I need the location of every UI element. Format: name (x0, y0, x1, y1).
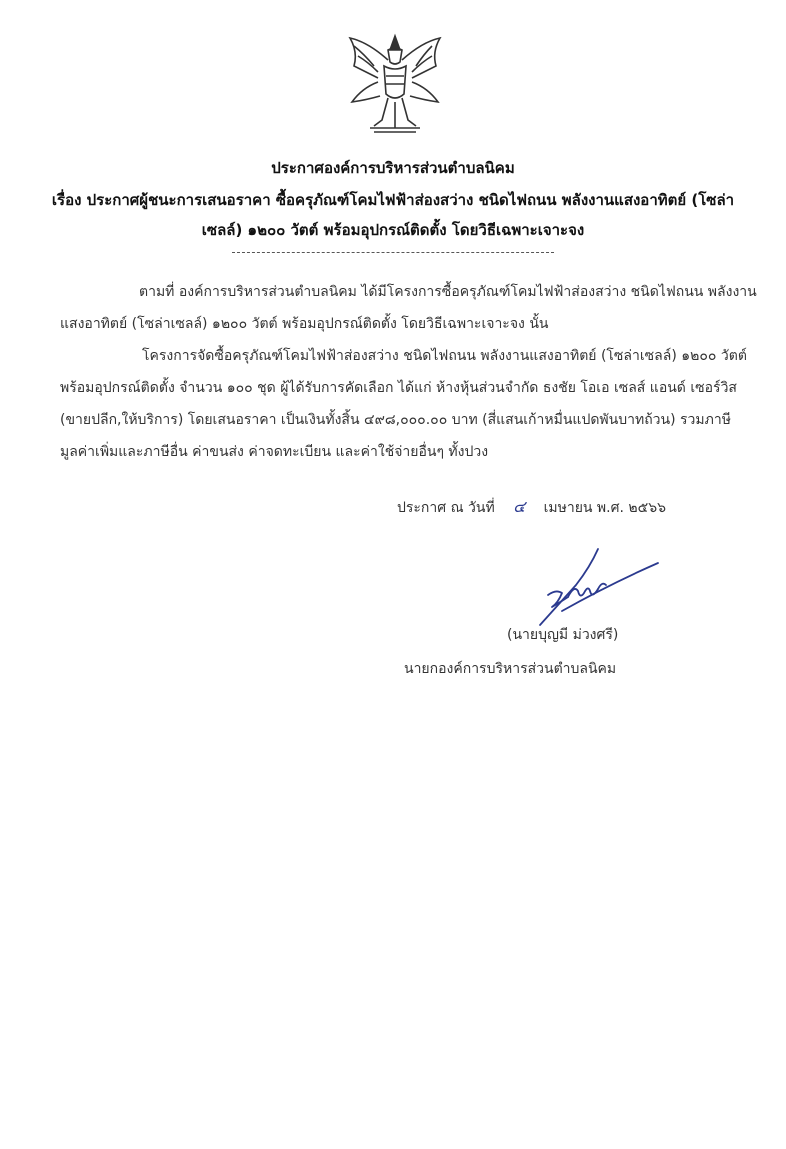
handwritten-signature (528, 545, 663, 635)
body-line-6: มูลค่าเพิ่มและภาษีอื่น ค่าขนส่ง ค่าจดทะเบียน และค่าใช้จ่ายอื่นๆ ทั้งปวง (60, 444, 489, 460)
body-line-3: โครงการจัดซื้อครุภัณฑ์โคมไฟฟ้าส่องสว่าง ชนิดไฟถนน พลังงานแสงอาทิตย์ (โซล่าเซลล์) ๑๒๐๐ วัตต์ (142, 348, 747, 364)
body-line-1: ตามที่ องค์การบริหารส่วนตำบลนิคม ได้มีโครงการซื้อครุภัณฑ์โคมไฟฟ้าส่องสว่าง ชนิดไฟถนน พลังงาน (139, 284, 757, 300)
garuda-emblem (340, 32, 450, 140)
announce-day: ๔ (513, 497, 526, 516)
signer-name: (นายบุญมี ม่วงศรี) (507, 627, 619, 643)
body-line-2: แสงอาทิตย์ (โซล่าเซลล์) ๑๒๐๐ วัตต์ พร้อมอุปกรณ์ติดตั้ง โดยวิธีเฉพาะเจาะจง นั้น (60, 316, 549, 332)
organization-title: ประกาศองค์การบริหารส่วนตำบลนิคม (271, 159, 515, 177)
subject-line-1: เรื่อง ประกาศผู้ชนะการเสนอราคา ซื้อครุภัณฑ์โคมไฟฟ้าส่องสว่าง ชนิดไฟถนน พลังงานแสงอาทิตย์ (โซล่า (51, 191, 735, 209)
announcement-date (397, 495, 666, 520)
body-line-4: พร้อมอุปกรณ์ติดตั้ง จำนวน ๑๐๐ ชุด ผู้ได้รับการคัดเลือก ได้แก่ ห้างหุ้นส่วนจำกัด ธงชัย โอเอ เซลส์ แอนด์ เซอร์วิส (60, 380, 737, 396)
separator-line (232, 252, 554, 253)
announce-month-year: เมษายน พ.ศ. ๒๕๖๖ (543, 500, 666, 516)
subject-line-2: เซลล์) ๑๒๐๐ วัตต์ พร้อมอุปกรณ์ติดตั้ง โดยวิธีเฉพาะเจาะจง (201, 221, 585, 239)
announce-prefix: ประกาศ ณ วันที่ (397, 500, 495, 516)
body-line-5: (ขายปลีก,ให้บริการ) โดยเสนอราคา เป็นเงินทั้งสิ้น ๔๙๘,๐๐๐.๐๐ บาท (สี่แสนเก้าหมื่นแปดพันบาทถ้วน) รวมภาษี (60, 412, 731, 428)
signer-title: นายกองค์การบริหารส่วนตำบลนิคม (404, 661, 617, 677)
